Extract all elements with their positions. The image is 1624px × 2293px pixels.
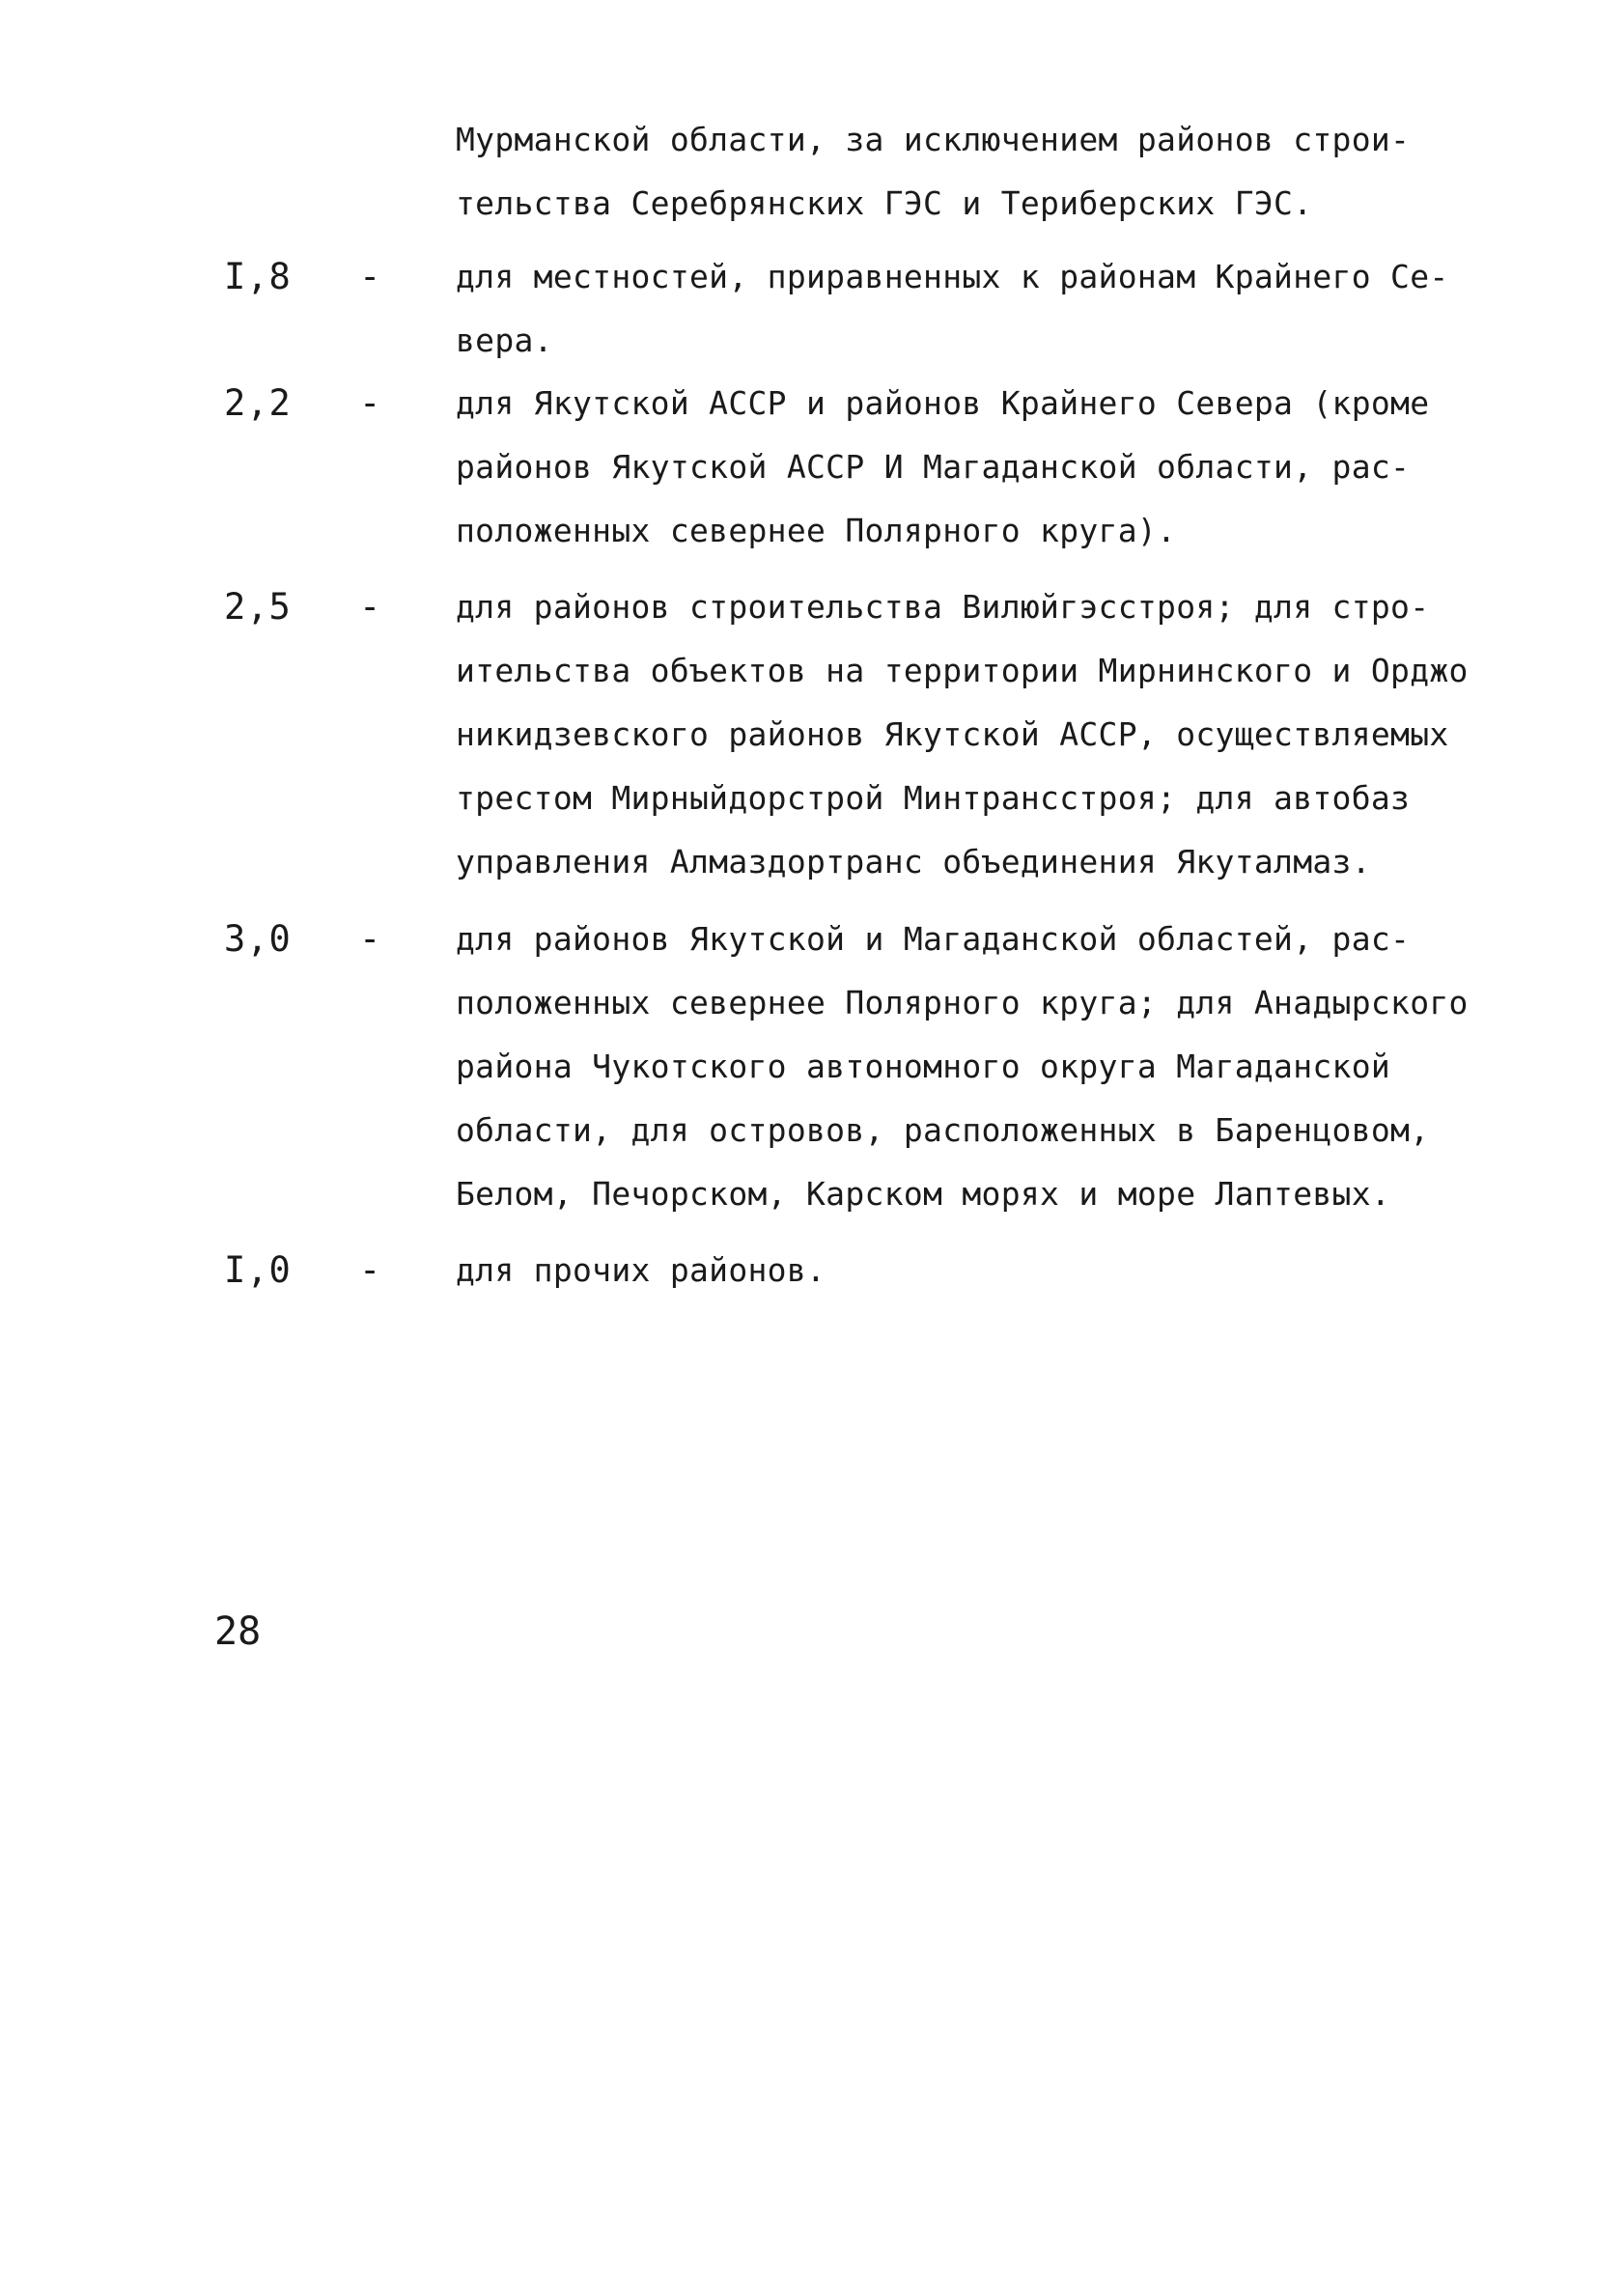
page-number: 28 — [214, 1609, 262, 1654]
text-line: управления Алмаздортранс объединения Якуталмаз. — [456, 843, 1371, 881]
text-line: для прочих районов. — [456, 1251, 826, 1289]
text-line: для Якутской АССР и районов Крайнего Севера (кроме — [456, 384, 1430, 422]
entry-text — [456, 908, 1469, 1226]
text-line: Мурманской области, за исключением районов строи- — [456, 121, 1411, 158]
text-line: тельства Серебрянских ГЭС и Териберских ГЭС. — [456, 184, 1313, 222]
text-line: трестом Мирныйдорстрой Минтрансстроя; для автобаз — [456, 779, 1411, 817]
text-line: положенных севернее Полярного круга; для Анадырского — [456, 984, 1469, 1021]
dash-separator: - — [359, 586, 381, 628]
dash-separator: - — [359, 256, 381, 297]
entry-text — [456, 1239, 1460, 1302]
text-line: для местностей, приравненных к районам Крайнего Се- — [456, 258, 1449, 295]
text-line: положенных севернее Полярного круга). — [456, 512, 1177, 549]
coefficient-value: I,0 — [224, 1249, 292, 1291]
text-line: никидзевского районов Якутской АССР, осуществляемых — [456, 715, 1449, 753]
entry-text — [456, 372, 1460, 563]
text-line: района Чукотского автономного округа Магаданской — [456, 1048, 1391, 1085]
entry-text — [456, 575, 1469, 894]
dash-separator: - — [359, 918, 381, 960]
text-line: для районов Якутской и Магаданской областей, рас- — [456, 920, 1411, 958]
coefficient-value: I,8 — [224, 256, 292, 297]
text-line: вера. — [456, 322, 553, 359]
entry-text — [456, 108, 1460, 236]
text-line: Белом, Печорском, Карском морях и море Лаптевых. — [456, 1175, 1391, 1213]
coefficient-value: 3,0 — [224, 918, 292, 960]
coefficient-value: 2,5 — [224, 586, 292, 628]
text-line: для районов строительства Вилюйгэсстроя; для стро- — [456, 588, 1430, 626]
text-line: районов Якутской АССР И Магаданской области, рас- — [456, 448, 1411, 486]
dash-separator: - — [359, 1249, 381, 1291]
dash-separator: - — [359, 382, 381, 424]
entry-text — [456, 245, 1460, 373]
text-line: ительства объектов на территории Мирнинского и Орджо — [456, 652, 1469, 689]
coefficient-value: 2,2 — [224, 382, 292, 424]
text-line: области, для островов, расположенных в Баренцовом, — [456, 1111, 1430, 1149]
